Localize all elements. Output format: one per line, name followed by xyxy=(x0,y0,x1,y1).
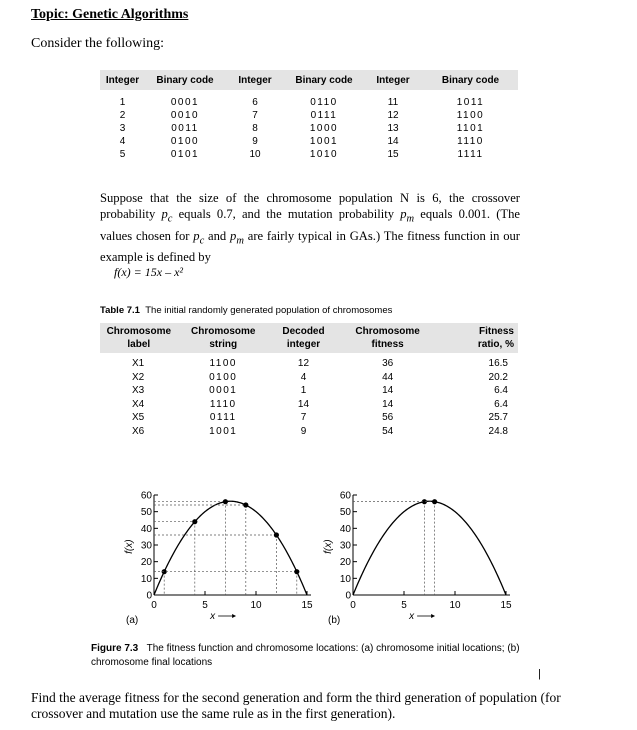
fitness-curve xyxy=(154,501,307,595)
decoded-integer-cell: 9 xyxy=(300,425,307,437)
y-tick-label: 60 xyxy=(140,490,152,502)
binary-code-cell: 1010 xyxy=(309,149,339,160)
x-tick-label: 0 xyxy=(350,600,356,611)
fitness-ratio-cell: 6.4 xyxy=(494,398,508,410)
chromosome-label-cell: X4 xyxy=(132,398,145,410)
chromosome-string-cell: 1110 xyxy=(209,398,237,410)
table-row xyxy=(100,90,518,109)
decoded-integer-cell: 4 xyxy=(300,371,307,383)
integer-cell: 14 xyxy=(387,136,399,147)
binary-code-cell: 0011 xyxy=(171,123,199,134)
y-tick-label: 30 xyxy=(140,540,152,552)
y-tick-label: 20 xyxy=(140,557,152,569)
paragraph-text: and xyxy=(204,228,231,243)
chromosome-point xyxy=(432,499,437,504)
table-row xyxy=(100,371,518,385)
paragraph-text: are fairly typical in GAs.) The fitness function in our example is defined by xyxy=(100,228,520,265)
integer-cell: 13 xyxy=(387,123,399,134)
chromosome-label-cell: X3 xyxy=(132,385,145,397)
y-tick-label: 60 xyxy=(339,490,351,502)
chromosome-string-cell: 0100 xyxy=(209,371,238,383)
x-tick-label: 15 xyxy=(301,600,313,611)
table-header-row xyxy=(100,70,518,90)
integer-cell: 12 xyxy=(387,110,399,121)
fitness-ratio-cell: 16.5 xyxy=(488,358,508,370)
binary-code-cell: 1100 xyxy=(456,110,485,121)
table-header-cell: Binary code xyxy=(145,70,225,90)
integer-cell: 4 xyxy=(119,136,126,147)
integer-cell: 8 xyxy=(252,123,258,134)
pc-symbol: $p_c$ xyxy=(161,207,173,225)
y-tick-label: 10 xyxy=(339,573,351,585)
topic-heading: Topic: Genetic Algorithms xyxy=(31,7,189,22)
binary-code-cell: 1111 xyxy=(457,149,484,160)
intro-text: Consider the following: xyxy=(31,36,164,51)
table-row xyxy=(100,122,518,135)
integer-cell: 2 xyxy=(119,110,126,121)
binary-code-cell: 1101 xyxy=(456,123,485,134)
y-tick-label: 50 xyxy=(339,507,351,519)
integer-cell: 11 xyxy=(387,97,399,108)
chromosome-string-cell: 0001 xyxy=(209,385,238,397)
binary-code-cell: 1001 xyxy=(309,136,339,147)
chromosome-label-cell: X2 xyxy=(132,371,145,383)
chromosome-point xyxy=(223,499,228,504)
paragraph-text: Suppose that the size of the chromosome population N is 6, the crossover probability xyxy=(100,191,520,221)
binary-code-cell: 0001 xyxy=(170,97,200,108)
figure-caption-text: The fitness function and chromosome locations: (a) chromosome initial locations; (b) chromosome final locations xyxy=(91,643,520,668)
fitness-figure xyxy=(100,475,540,635)
paragraph-text: equals 0.001. (The values chosen for xyxy=(100,207,520,243)
header-line: Chromosome xyxy=(191,326,256,337)
fitness-ratio-cell: 20.2 xyxy=(488,371,508,383)
table-row xyxy=(100,148,518,161)
y-tick-label: 10 xyxy=(140,573,152,585)
table-header-cell xyxy=(178,323,269,353)
chromosome-label-cell: X1 xyxy=(132,358,145,370)
header-line: string xyxy=(209,339,238,350)
pm-symbol: $p_m$ xyxy=(230,228,244,247)
integer-cell: 7 xyxy=(252,110,258,121)
pm-symbol: $p_m$ xyxy=(400,207,415,225)
integer-cell: 10 xyxy=(249,149,261,160)
table-caption-label: Table 7.1 xyxy=(100,305,140,316)
header-line: integer xyxy=(286,339,321,350)
header-line: ratio, % xyxy=(477,339,514,350)
fitness-ratio-cell: 6.4 xyxy=(494,385,508,397)
table-caption xyxy=(100,305,392,316)
table-header-row xyxy=(100,323,518,353)
binary-code-cell: 1110 xyxy=(457,136,484,147)
x-tick-label: 0 xyxy=(151,600,157,611)
table-header-cell: Integer xyxy=(225,70,285,90)
question-text: Find the average fitness for the second generation and form the third generation of population (for crossover and mutation use the same rule as in the first generation). xyxy=(31,690,561,721)
fitness-cell: 14 xyxy=(382,385,394,397)
decoded-integer-cell: 14 xyxy=(297,398,310,410)
table-header-cell xyxy=(338,323,437,353)
table-header-cell: Binary code xyxy=(423,70,518,90)
binary-code-cell: 0101 xyxy=(170,149,200,160)
integer-cell: 15 xyxy=(387,149,399,160)
integer-cell: 9 xyxy=(252,136,258,147)
table-header-cell: Integer xyxy=(100,70,145,90)
binary-code-table xyxy=(100,70,518,161)
fitness-ratio-cell: 25.7 xyxy=(488,412,508,424)
table-row xyxy=(100,384,518,398)
chromosome-point xyxy=(243,502,248,507)
fitness-formula: f(x) = 15x – x² xyxy=(114,265,183,279)
fitness-curve xyxy=(353,501,506,595)
table-row xyxy=(100,135,518,148)
table-caption-text: The initial randomly generated population of chromosomes xyxy=(145,305,393,316)
fitness-cell: 54 xyxy=(382,425,394,437)
x-tick-label: 5 xyxy=(202,600,208,611)
header-line: label xyxy=(127,339,151,350)
integer-cell: 5 xyxy=(119,149,126,160)
binary-code-cell: 1011 xyxy=(456,97,485,108)
table-row xyxy=(100,398,518,412)
fitness-cell: 14 xyxy=(382,398,394,410)
y-tick-label: 40 xyxy=(339,523,351,535)
fitness-ratio-cell: 24.8 xyxy=(488,425,508,437)
header-line: Decoded xyxy=(282,326,325,337)
decoded-integer-cell: 1 xyxy=(300,385,307,397)
chromosome-point xyxy=(192,519,197,524)
binary-code-cell: 0110 xyxy=(310,97,338,108)
y-tick-label: 0 xyxy=(146,590,152,602)
x-axis-arrow-head xyxy=(431,614,435,618)
header-line: fitness xyxy=(371,339,404,350)
table-header-cell xyxy=(100,323,178,353)
figure-caption-label: Figure 7.3 xyxy=(91,643,139,654)
paragraph-text: equals 0.7, and the mutation probability xyxy=(172,207,401,221)
table-row xyxy=(100,411,518,425)
binary-code-cell: 0010 xyxy=(170,110,200,121)
chromosome-label-cell: X6 xyxy=(132,425,145,437)
x-tick-label: 10 xyxy=(449,600,461,611)
chromosome-label-cell: X5 xyxy=(132,412,145,424)
panel-label: (b) xyxy=(328,615,341,626)
table-header-cell: Integer xyxy=(363,70,423,90)
table-header-cell xyxy=(437,323,518,353)
integer-cell: 1 xyxy=(119,97,126,108)
header-line: Chromosome xyxy=(355,326,420,337)
x-tick-label: 10 xyxy=(250,600,262,611)
x-axis-label: x xyxy=(210,611,216,622)
problem-paragraph xyxy=(100,190,520,265)
integer-cell: 3 xyxy=(119,123,126,134)
binary-code-cell: 1000 xyxy=(309,123,339,134)
y-tick-label: 40 xyxy=(140,523,152,535)
x-tick-label: 5 xyxy=(401,600,407,611)
chromosome-point xyxy=(294,569,299,574)
table-row xyxy=(100,425,518,439)
text-cursor: | xyxy=(538,668,541,680)
table-header-cell xyxy=(269,323,338,353)
fitness-cell: 36 xyxy=(382,358,394,370)
table-header-cell: Binary code xyxy=(285,70,363,90)
header-line: Chromosome xyxy=(106,326,172,337)
fitness-cell: 56 xyxy=(382,412,394,424)
table-row xyxy=(100,353,518,371)
y-tick-label: 20 xyxy=(339,557,351,569)
y-tick-label: 30 xyxy=(339,540,351,552)
chromosome-string-cell: 1100 xyxy=(209,358,237,370)
x-axis-arrow-head xyxy=(232,614,236,618)
decoded-integer-cell: 12 xyxy=(297,358,310,370)
chromosome-string-cell: 1001 xyxy=(209,425,238,437)
figure-caption xyxy=(91,642,531,670)
chromosome-string-cell: 0111 xyxy=(209,412,237,424)
pc-symbol: $p_c$ xyxy=(193,228,205,247)
integer-cell: 6 xyxy=(252,97,258,108)
y-tick-label: 0 xyxy=(345,590,351,602)
fitness-cell: 44 xyxy=(382,371,394,383)
population-table xyxy=(100,323,518,438)
decoded-integer-cell: 7 xyxy=(300,412,307,424)
panel-label: (a) xyxy=(126,615,139,626)
y-axis-label: f(x) xyxy=(124,539,135,554)
y-tick-label: 50 xyxy=(140,507,152,519)
x-tick-label: 15 xyxy=(500,600,512,611)
header-line: Fitness xyxy=(478,326,514,337)
chromosome-point xyxy=(274,532,279,537)
y-axis-label: f(x) xyxy=(323,539,334,554)
x-axis-label: x xyxy=(409,611,415,622)
binary-code-cell: 0100 xyxy=(170,136,200,147)
binary-code-cell: 0111 xyxy=(310,110,338,121)
table-row xyxy=(100,109,518,122)
